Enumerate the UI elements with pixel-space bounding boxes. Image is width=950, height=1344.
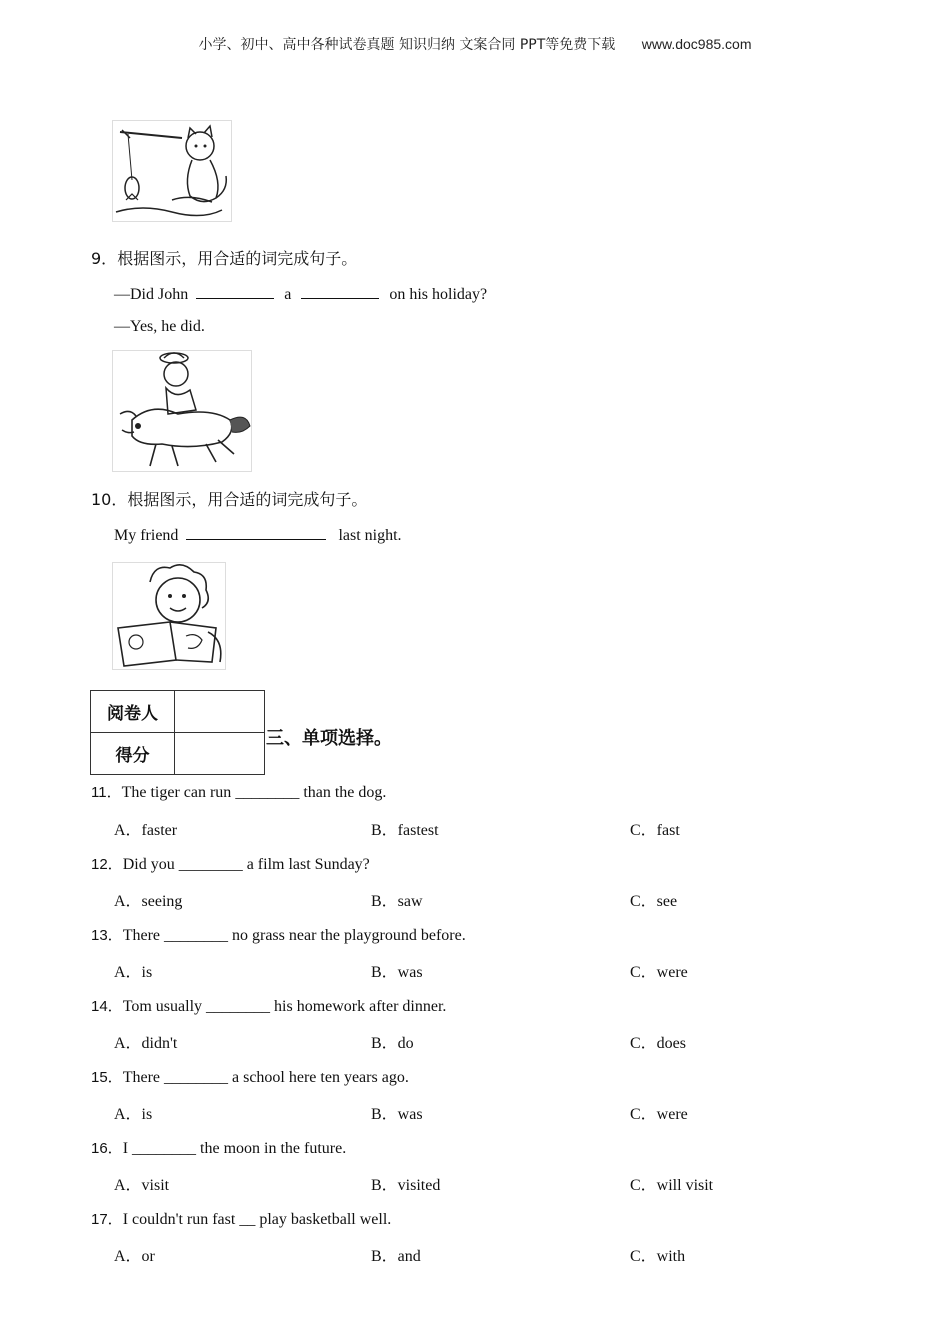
stem-blank: __	[239, 1211, 256, 1228]
stem-blank: ________	[206, 998, 271, 1015]
stem-part: There	[122, 927, 160, 944]
option-a[interactable]: A．faster	[114, 822, 178, 839]
option-c[interactable]: C．were	[630, 964, 688, 981]
option-c[interactable]: C．were	[630, 1106, 688, 1123]
question-number: 14．	[91, 998, 123, 1015]
question-number: 16．	[91, 1140, 123, 1157]
question-number: 15．	[91, 1069, 123, 1086]
question-number: 12．	[91, 856, 123, 873]
stem-part: no grass near the playground before.	[232, 927, 466, 944]
option-c[interactable]: C．fast	[630, 822, 680, 839]
question-9-sentence	[114, 284, 487, 304]
question-number: 13．	[91, 927, 123, 944]
question-10-instruction	[91, 487, 367, 510]
question-text: 根据图示，用合适的词完成句子。	[117, 249, 358, 268]
option-b[interactable]: B．visited	[371, 1177, 441, 1194]
stem-blank: ________	[178, 856, 243, 873]
question-number: 11．	[91, 784, 122, 801]
answer-blank[interactable]	[196, 284, 274, 299]
question-text: 根据图示，用合适的词完成句子。	[127, 490, 368, 509]
stem-part: I couldn't run fast	[122, 1211, 236, 1228]
answer-blank[interactable]	[301, 284, 379, 299]
sentence-part: last night.	[338, 527, 402, 544]
option-a[interactable]: A．visit	[114, 1177, 170, 1194]
question-14-stem	[91, 995, 446, 1016]
stem-blank: ________	[132, 1140, 197, 1157]
stem-part: Tom usually	[122, 998, 203, 1015]
sentence-part: a	[284, 286, 292, 303]
question-15-stem	[91, 1066, 409, 1087]
score-cell[interactable]	[175, 733, 265, 775]
stem-part: There	[122, 1069, 160, 1086]
question-number: 17．	[91, 1211, 123, 1228]
stem-part: the moon in the future.	[200, 1140, 347, 1157]
section-title: 三、单项选择。	[266, 728, 392, 749]
stem-part: I	[122, 1140, 129, 1157]
stem-part: a school here ten years ago.	[232, 1069, 409, 1086]
option-a[interactable]: A．seeing	[114, 893, 183, 910]
option-b[interactable]: B．was	[371, 964, 423, 981]
option-c[interactable]: C．does	[630, 1035, 687, 1052]
stem-part: Did you	[122, 856, 175, 873]
question-17-stem	[91, 1208, 391, 1229]
question-11-stem	[91, 781, 386, 802]
answer-blank[interactable]	[186, 525, 326, 540]
sentence-part: My friend	[114, 527, 179, 544]
stem-part: a film last Sunday?	[246, 856, 370, 873]
question-16-stem	[91, 1137, 346, 1158]
option-a[interactable]: A．didn't	[114, 1035, 178, 1052]
option-c[interactable]: C．see	[630, 893, 678, 910]
option-b[interactable]: B．fastest	[371, 822, 439, 839]
question-13-stem	[91, 924, 466, 945]
page-header	[0, 34, 950, 54]
stem-blank: ________	[164, 1069, 228, 1086]
score-label: 得分	[91, 733, 175, 775]
sentence-part: —Did John	[114, 286, 189, 303]
score-table	[90, 690, 265, 775]
stem-part: The tiger can run	[121, 784, 232, 801]
cat-fishing-illustration	[112, 120, 232, 222]
option-a[interactable]: A．is	[114, 964, 153, 981]
option-a[interactable]: A．or	[114, 1248, 155, 1265]
stem-blank: ________	[235, 784, 300, 801]
option-c[interactable]: C．will visit	[630, 1177, 714, 1194]
question-number: 10．	[91, 490, 128, 509]
header-text: 小学、初中、高中各种试卷真题 知识归纳 文案合同 PPT等免费下载	[198, 37, 616, 53]
reviewer-cell[interactable]	[175, 691, 265, 733]
option-c[interactable]: C．with	[630, 1248, 686, 1265]
header-site: www.doc985.com	[641, 36, 752, 52]
boy-reading-book-illustration	[112, 562, 226, 670]
stem-part: his homework after dinner.	[274, 998, 447, 1015]
question-10-sentence	[114, 525, 402, 545]
question-number: 9．	[91, 249, 118, 268]
reviewer-label: 阅卷人	[91, 691, 175, 733]
option-b[interactable]: B．do	[371, 1035, 414, 1052]
stem-part: than the dog.	[303, 784, 387, 801]
option-b[interactable]: B．saw	[371, 893, 423, 910]
sentence-part: on his holiday?	[389, 286, 488, 303]
option-b[interactable]: B．was	[371, 1106, 423, 1123]
option-a[interactable]: A．is	[114, 1106, 153, 1123]
boy-riding-horse-illustration	[112, 350, 252, 472]
question-12-stem	[91, 853, 370, 874]
stem-blank: ________	[164, 927, 228, 944]
stem-part: play basketball well.	[259, 1211, 392, 1228]
option-b[interactable]: B．and	[371, 1248, 421, 1265]
question-9-instruction	[91, 246, 357, 269]
question-9-reply: —Yes, he did.	[114, 318, 205, 335]
